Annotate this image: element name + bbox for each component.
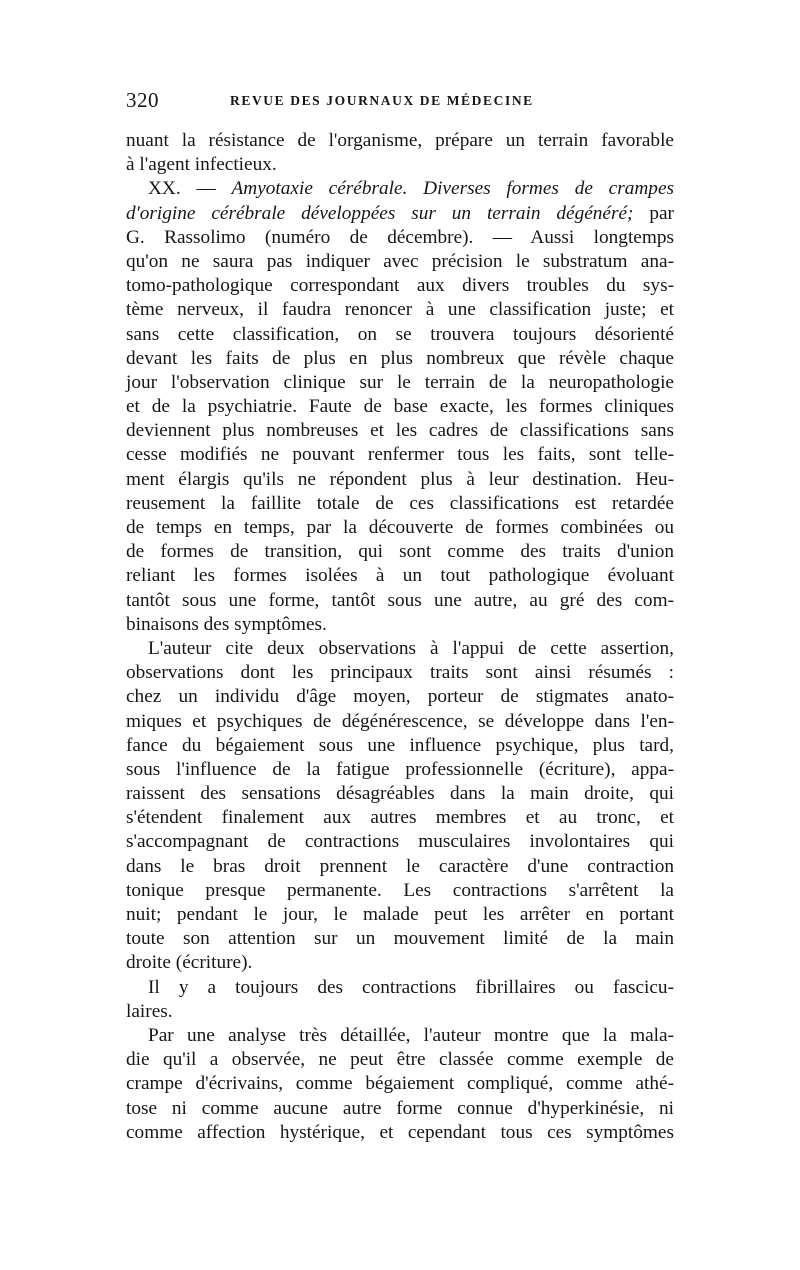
entry-title-continued: d'origine cérébrale développées sur un terrain dégénéré; [126, 202, 634, 224]
text-line: laires. [126, 1000, 173, 1022]
text-line: tose ni comme aucune autre forme connue d'hyperkinésie, ni [126, 1097, 674, 1119]
text-line: miques et psychiques de dégénérescence, se développe dans l'en- [126, 710, 674, 732]
text-line: nuant la résistance de l'organisme, prépare un terrain favorable [126, 130, 674, 151]
text-line: raissent des sensations désagréables dans la main droite, qui [126, 783, 674, 805]
text-line: s'accompagnant de contractions musculaires involontaires qui [126, 831, 674, 853]
text-line: deviennent plus nombreuses et les cadres de classifications sans [126, 420, 674, 442]
text-line: reusement la faillite totale de ces classifications est retardée [126, 492, 674, 514]
text-line: droite (écriture). [126, 952, 253, 974]
paragraph-continuation [126, 129, 674, 177]
text-line: Il y a toujours des contractions fibrillaires ou fascicu- [148, 976, 674, 998]
entry-heading-line [126, 202, 674, 226]
entry-dash: — [180, 178, 232, 200]
text-line: nuit; pendant le jour, le malade peut les arrêter en portant [126, 904, 674, 925]
paragraph [126, 637, 674, 976]
text-line: toute son attention sur un mouvement limité de la main [126, 928, 674, 950]
text-line: observations dont les principaux traits sont ainsi résumés : [126, 662, 674, 684]
body-text [126, 129, 674, 1145]
paragraph [126, 976, 674, 1024]
text-line: tantôt sous une forme, tantôt sous une autre, au gré des com- [126, 589, 674, 611]
text-line: Par une analyse très détaillée, l'auteur montre que la mala- [148, 1024, 674, 1046]
text-line: cesse modifiés ne pouvant renfermer tous les faits, sont telle- [126, 444, 674, 466]
text-line: jour l'observation clinique sur le terrain de la neuropathologie [126, 371, 674, 393]
journal-title: REVUE DES JOURNAUX DE MÉDECINE [230, 93, 534, 108]
text-line: devant les faits de plus en plus nombreux que révèle chaque [126, 347, 674, 369]
text-line: crampe d'écrivains, comme bégaiement compliqué, comme athé- [126, 1073, 674, 1095]
text-line: L'auteur cite deux observations à l'appui de cette assertion, [148, 637, 674, 659]
entry-heading-line [126, 177, 674, 201]
text-line: comme affection hystérique, et cependant tous ces symptômes [126, 1121, 674, 1143]
page-number: 320 [126, 88, 159, 112]
text-line: reliant les formes isolées à un tout pathologique évoluant [126, 565, 674, 587]
text-line: dans le bras droit prennent le caractère d'une contraction [126, 855, 674, 877]
text-line: de temps en temps, par la découverte de formes combinées ou [126, 517, 674, 538]
text-line: tomo-pathologique correspondant aux divers troubles du sys- [126, 275, 674, 297]
text-line: s'étendent finalement aux autres membres et au tronc, et [126, 807, 674, 829]
text-line: de formes de transition, qui sont comme des traits d'union [126, 541, 674, 563]
entry-title: Amyotaxie cérébrale. Diverses formes de crampes [231, 178, 675, 200]
text-line: fance du bégaiement sous une influence psychique, plus tard, [126, 734, 674, 756]
text-line: sans cette classification, on se trouvera toujours désorienté [126, 323, 674, 345]
text-line: G. Rassolimo (numéro de décembre). — Aussi longtemps [126, 226, 674, 248]
text-line: à l'agent infectieux. [126, 154, 277, 176]
running-head [126, 88, 674, 118]
text-line: et de la psychiatrie. Faute de base exacte, les formes cliniques [126, 396, 674, 418]
text-line: binaisons des symptômes. [126, 613, 327, 635]
text-line: chez un individu d'âge moyen, porteur de stigmates anato- [126, 686, 674, 708]
text-line: sous l'influence de la fatigue professionnelle (écriture), appa- [126, 758, 674, 780]
text-line: qu'on ne saura pas indiquer avec précision le substratum ana- [126, 250, 674, 272]
entry-author-prefix: par [633, 202, 674, 224]
text-line: die qu'il a observée, ne peut être classée comme exemple de [126, 1049, 674, 1071]
paragraph [126, 1024, 674, 1145]
text-line: ment élargis qu'ils ne répondent plus à leur destination. Heu- [126, 468, 674, 490]
entry-number: XX. [148, 178, 181, 200]
text-line: tonique presque permanente. Les contractions s'arrêtent la [126, 879, 674, 901]
paragraph-entry-xx [126, 177, 674, 637]
text-line: tème nerveux, il faudra renoncer à une classification juste; et [126, 299, 674, 321]
